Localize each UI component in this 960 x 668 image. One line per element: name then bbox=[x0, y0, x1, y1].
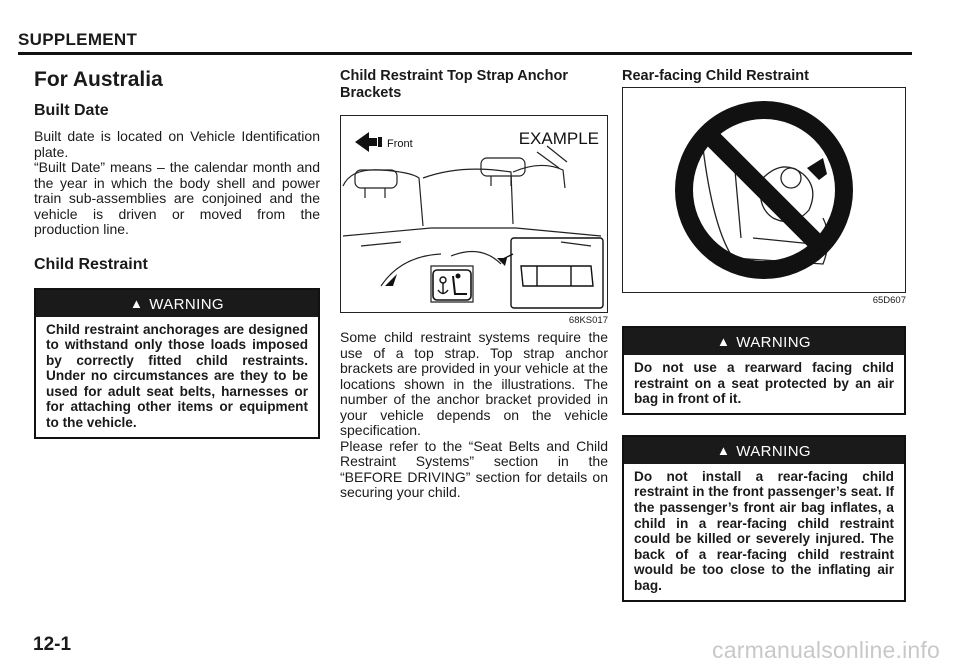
example-label: EXAMPLE bbox=[518, 129, 599, 148]
seat-anchor-illustration bbox=[341, 116, 607, 312]
warning-label: WARNING bbox=[149, 295, 225, 313]
rear-facing-figure bbox=[622, 87, 906, 293]
header-rule bbox=[18, 52, 912, 55]
child-seat-anchor-icon bbox=[433, 270, 471, 300]
warning-header bbox=[624, 437, 904, 464]
built-date-para-2: “Built Date” means – the calendar month and the year in which the body shell and power train sub-assemblies are conjoined and the vehicle is driven or moved from the production line. bbox=[34, 159, 320, 237]
built-date-text bbox=[34, 129, 320, 238]
warning-header bbox=[36, 290, 318, 317]
built-date-heading: Built Date bbox=[34, 102, 109, 119]
warning-label: WARNING bbox=[736, 442, 812, 460]
warning-label: WARNING bbox=[736, 334, 812, 351]
top-strap-para-2: Please refer to the “Seat Belts and Child Restraint Systems” section in the “BEFORE DRIVING” section for details on securing your child. bbox=[340, 437, 608, 500]
built-date-para-1: Built date is located on Vehicle Identification plate. bbox=[34, 128, 320, 160]
rear-facing-heading: Rear-facing Child Restraint bbox=[622, 68, 809, 84]
watermark: carmanualsonline.info bbox=[712, 637, 940, 663]
figure-code: 68KS017 bbox=[568, 315, 608, 326]
warning-text: Do not install a rear-facing child restraint in the front passenger’s seat. If the passenger’s front air bag inflates, a child in a rear-facing child restraint could be killed or severely injured. The back of a rear-facing child restraint would be too close to the inflating air bag. bbox=[634, 468, 894, 593]
top-strap-para-1: Some child restraint systems require the use of a top strap. Top strap anchor brackets are provided in your vehicle at the locations shown in the illustrations. The number of the anchor bracket provided in your vehicle depends on the vehicle specification. bbox=[340, 329, 608, 438]
column-middle bbox=[340, 68, 608, 501]
warning-header bbox=[624, 328, 904, 355]
top-strap-text bbox=[340, 330, 608, 501]
child-restraint-heading: Child Restraint bbox=[34, 255, 148, 273]
top-strap-heading: Child Restraint Top Strap Anchor Brackets bbox=[340, 68, 568, 101]
prohibition-icon bbox=[684, 110, 844, 270]
warning-triangle-icon: ▲ bbox=[129, 295, 144, 311]
section-header: SUPPLEMENT bbox=[18, 30, 138, 49]
warning-box-rearward bbox=[622, 326, 906, 415]
warning-text: Child restraint anchorages are designed to withstand only those loads imposed by correctly fitted child restraints. Under no circumstances are they to be used for adult seat belts, harnesses or for attaching other items or equipment to the vehicle. bbox=[46, 321, 308, 431]
warning-box-anchorages bbox=[34, 288, 320, 439]
warning-box-front-passenger bbox=[622, 435, 906, 602]
column-left bbox=[34, 68, 320, 439]
warning-triangle-icon: ▲ bbox=[716, 442, 731, 458]
no-rear-facing-illustration bbox=[623, 88, 905, 292]
top-strap-figure bbox=[340, 115, 608, 313]
figure-code-2: 65D607 bbox=[872, 295, 906, 306]
warning-text: Do not use a rearward facing child restraint on a seat protected by an air bag in front of it. bbox=[634, 360, 894, 407]
page-number: 12-1 bbox=[33, 634, 72, 655]
column-right bbox=[622, 68, 906, 602]
warning-triangle-icon: ▲ bbox=[716, 334, 731, 349]
page-title: For Australia bbox=[34, 68, 163, 91]
front-label: Front bbox=[387, 138, 413, 150]
front-arrow-icon bbox=[355, 132, 382, 152]
bracket-inset bbox=[501, 238, 603, 308]
